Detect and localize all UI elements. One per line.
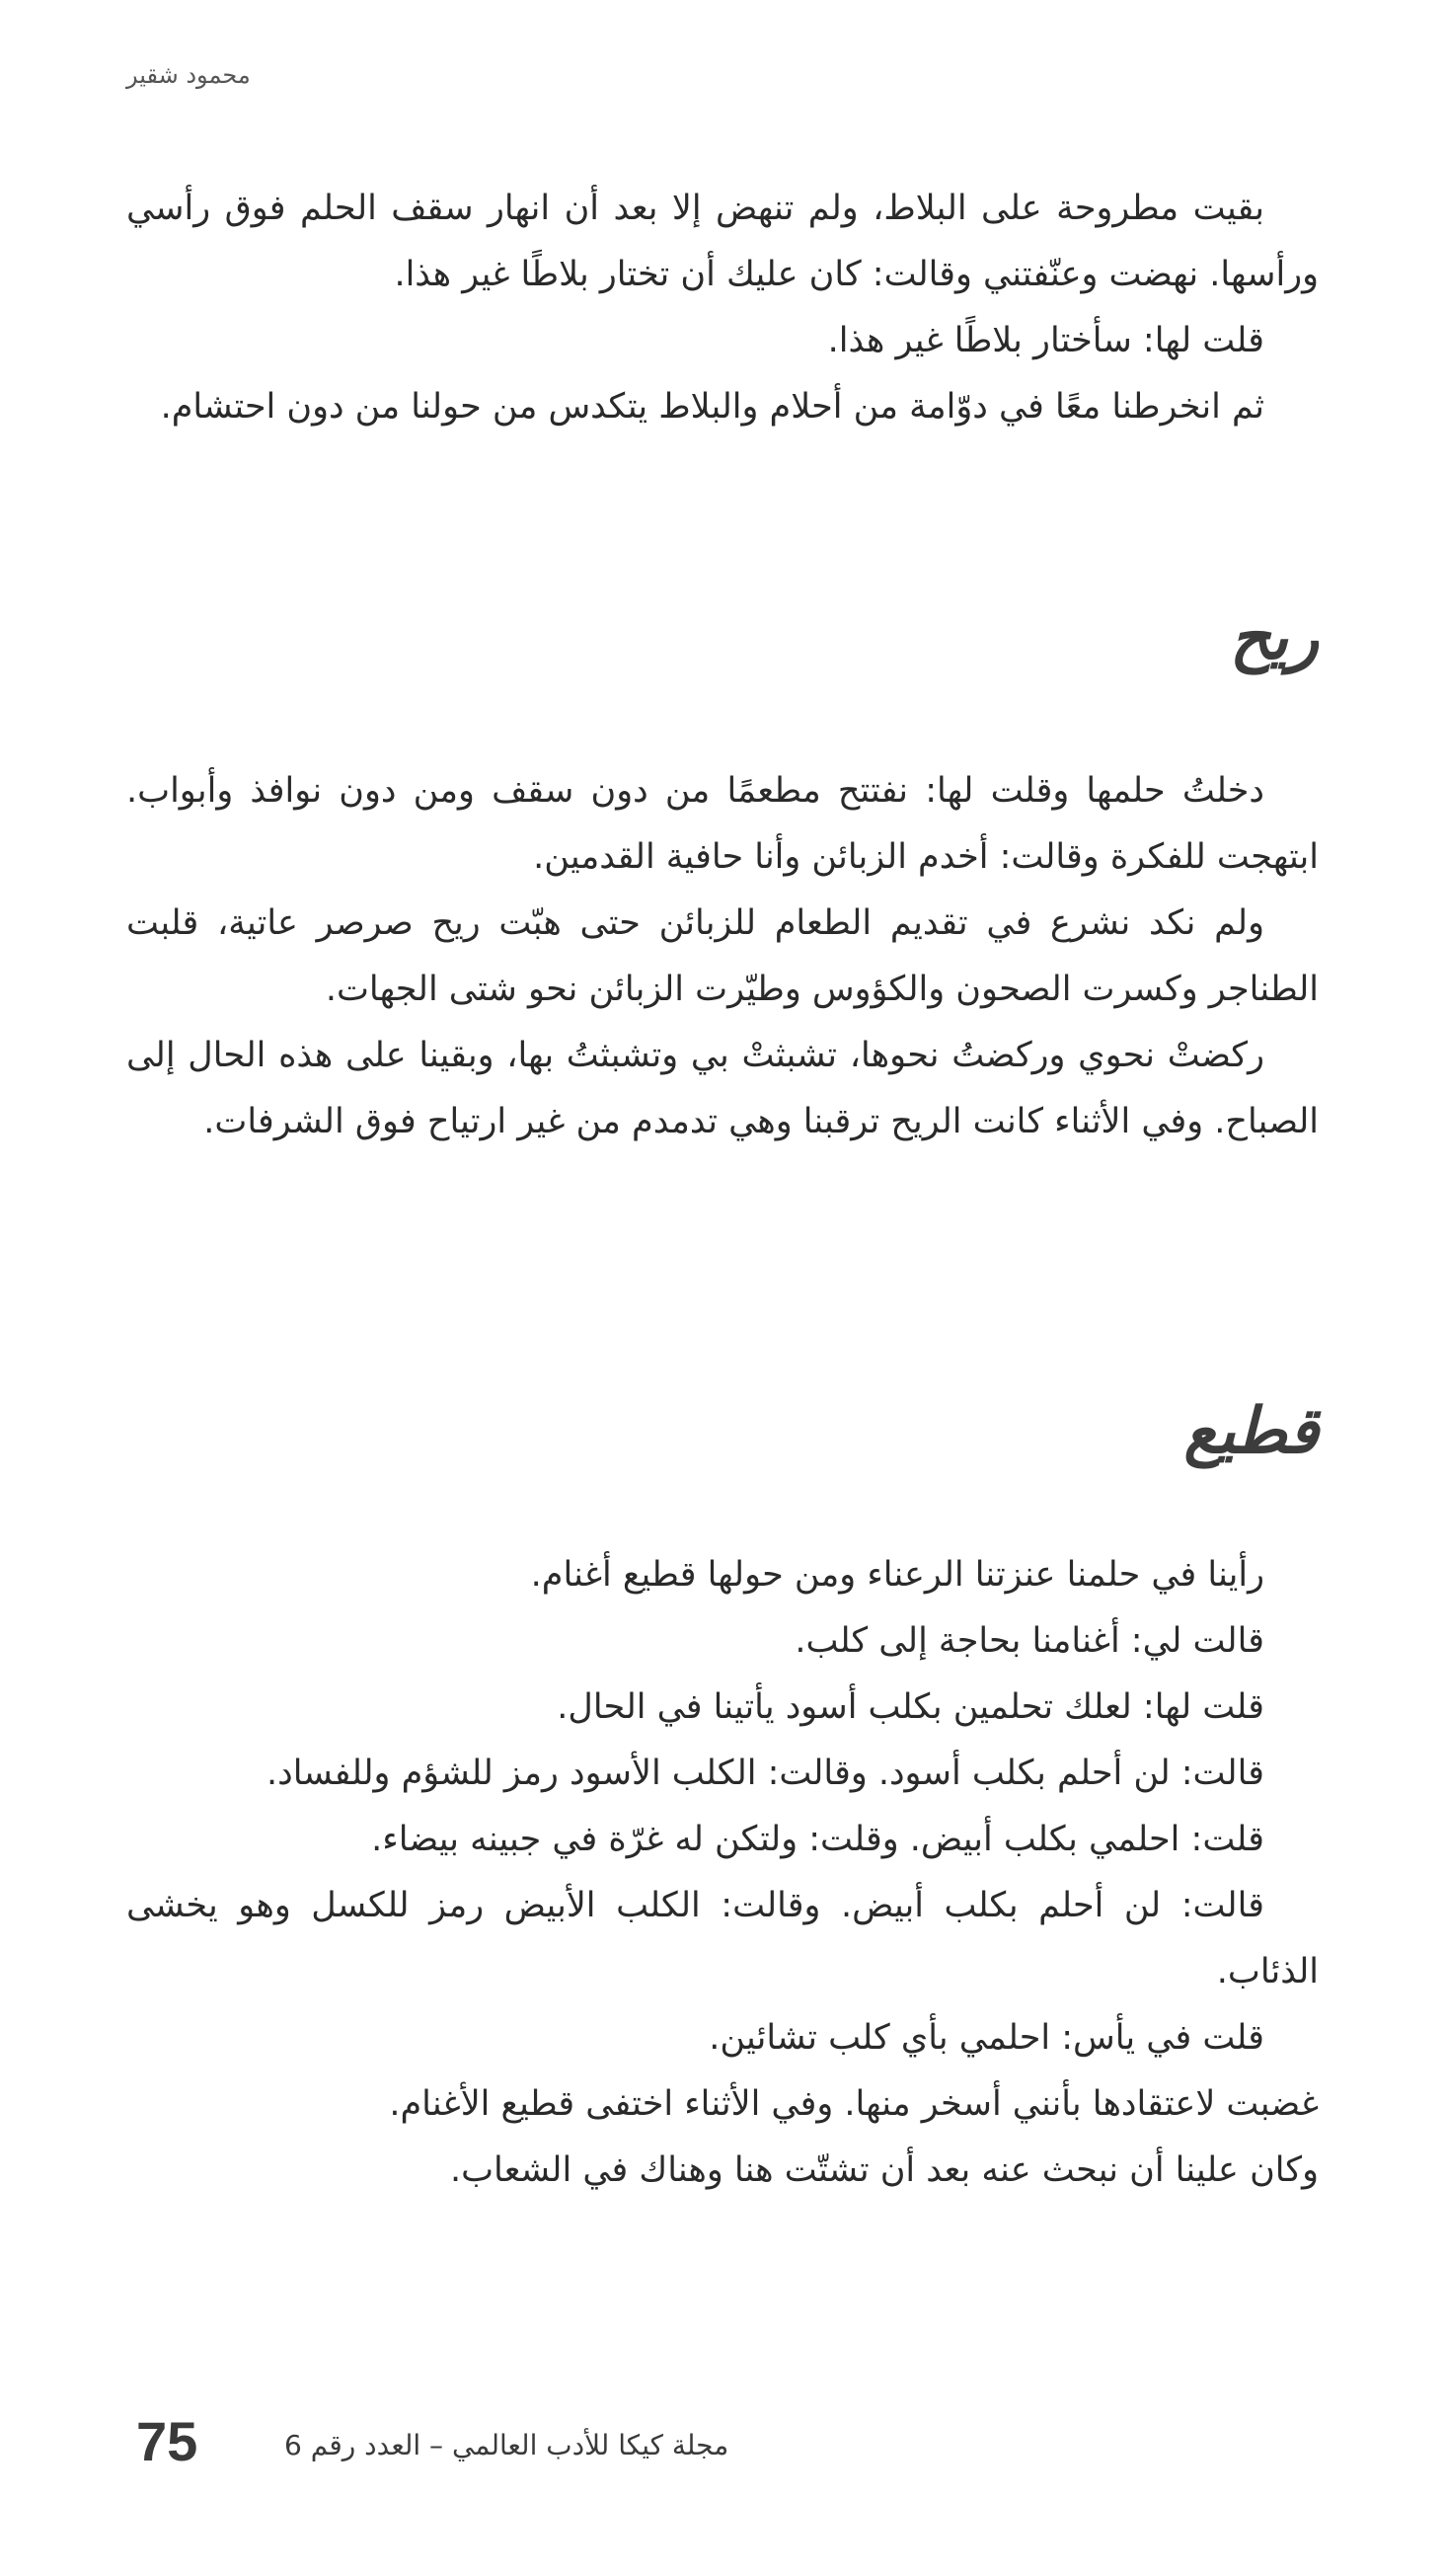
paragraph: غضبت لاعتقادها بأنني أسخر منها. وفي الأثناء اختفى قطيع الأغنام. [389,2084,1319,2124]
paragraph: قلت في يأس: احلمي بأي كلب تشائين. [709,2018,1264,2058]
running-head-author: محمود شقير [126,61,251,89]
paragraph: رأينا في حلمنا عنزتنا الرعناء ومن حولها قطيع أغنام. [530,1555,1264,1595]
section-3-text [126,1542,1319,2204]
paragraph: ركضتْ نحوي وركضتُ نحوها، تشبثتْ بي وتشبثتُ بها، وبقينا على هذه الحال إلى الصباح. وفي الأثناء كانت الريح ترقبنا وهي تدمدم من غير ارتياح فوق الشرفات. [126,1036,1319,1141]
section-title-qatee: قطيع [1183,1394,1319,1468]
paragraph: قالت: لن أحلم بكلب أسود. وقالت: الكلب الأسود رمز للشؤم وللفساد. [266,1754,1264,1793]
paragraph: قالت لي: أغنامنا بحاجة إلى كلب. [795,1621,1264,1661]
paragraph: ثم انخرطنا معًا في دوّامة من أحلام والبلاط يتكدس من حولنا من دون احتشام. [160,387,1264,427]
section-title-reeh: ريح [1229,600,1319,674]
section-1-text [126,176,1319,440]
paragraph: قلت: احلمي بكلب أبيض. وقلت: ولتكن له غرّة في جبينه بيضاء. [371,1820,1264,1859]
page-footer [126,2409,876,2488]
paragraph: قالت: لن أحلم بكلب أبيض. وقالت: الكلب الأبيض رمز للكسل وهو يخشى الذئاب. [126,1886,1319,1991]
section-2-text [126,758,1319,1155]
paragraph: بقيت مطروحة على البلاط، ولم تنهض إلا بعد أن انهار سقف الحلم فوق رأسي ورأسها. نهضت وعنّفتني وقالت: كان عليك أن تختار بلاطًا غير هذا. [126,189,1319,294]
paragraph: وكان علينا أن نبحث عنه بعد أن تشتّت هنا وهناك في الشعاب. [449,2150,1319,2190]
paragraph: قلت لها: لعلك تحلمين بكلب أسود يأتينا في الحال. [557,1687,1264,1727]
page-number: 75 [136,2410,198,2472]
journal-title: مجلة كيكا للأدب العالمي – العدد رقم 6 [284,2429,729,2461]
paragraph: قلت لها: سأختار بلاطًا غير هذا. [827,321,1264,360]
paragraph: ولم نكد نشرع في تقديم الطعام للزبائن حتى هبّت ريح صرصر عاتية، قلبت الطناجر وكسرت الصحون والكؤوس وطيّرت الزبائن نحو شتى الجهات. [126,903,1319,1009]
paragraph: دخلتُ حلمها وقلت لها: نفتتح مطعمًا من دون سقف ومن دون نوافذ وأبواب. ابتهجت للفكرة وقالت: أخدم الزبائن وأنا حافية القدمين. [126,771,1319,877]
